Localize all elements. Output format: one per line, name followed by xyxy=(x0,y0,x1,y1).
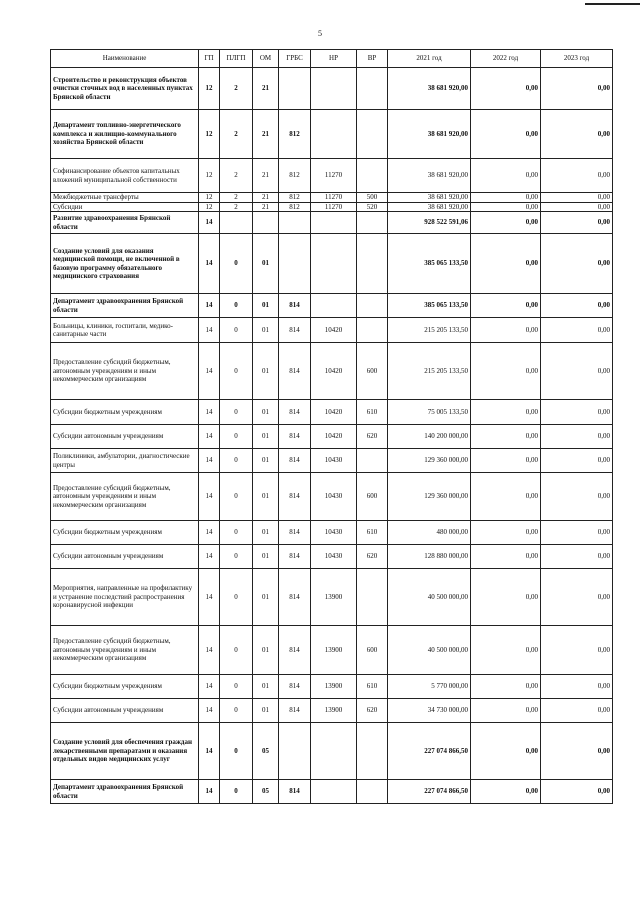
cell-2022: 0,00 xyxy=(471,318,541,343)
table-row xyxy=(51,318,613,343)
header-name: Наименование xyxy=(51,50,199,68)
cell-name: Мероприятия, направленные на профилактику и устранение последствий распространения коронавирусной инфекции xyxy=(51,569,199,626)
cell-gp: 14 xyxy=(199,343,220,400)
cell-2022: 0,00 xyxy=(471,473,541,521)
cell-grbs: 812 xyxy=(279,159,311,193)
cell-gp: 12 xyxy=(199,68,220,110)
cell-gp: 14 xyxy=(199,449,220,473)
cell-gp: 14 xyxy=(199,400,220,425)
cell-om: 01 xyxy=(253,569,279,626)
cell-2022: 0,00 xyxy=(471,545,541,569)
cell-nr: 10430 xyxy=(311,449,357,473)
cell-2021: 40 500 000,00 xyxy=(388,569,471,626)
cell-2021: 38 681 920,00 xyxy=(388,110,471,159)
cell-2021: 385 065 133,50 xyxy=(388,234,471,294)
cell-2023: 0,00 xyxy=(541,68,613,110)
cell-name: Департамент здравоохранения Брянской области xyxy=(51,294,199,318)
cell-2021: 227 074 866,50 xyxy=(388,780,471,804)
cell-plgp: 0 xyxy=(220,400,253,425)
cell-grbs: 814 xyxy=(279,343,311,400)
cell-grbs: 814 xyxy=(279,425,311,449)
cell-nr: 13900 xyxy=(311,569,357,626)
cell-name: Создание условий для обеспечения граждан лекарственными препаратами и оказания отдельных видов медицинских услуг xyxy=(51,723,199,780)
cell-om: 01 xyxy=(253,545,279,569)
cell-om xyxy=(253,212,279,234)
cell-name: Строительство и реконструкция объектов очистки сточных вод в населенных пунктах Брянской области xyxy=(51,68,199,110)
cell-2023: 0,00 xyxy=(541,318,613,343)
cell-plgp: 0 xyxy=(220,521,253,545)
table-row xyxy=(51,699,613,723)
cell-vr: 610 xyxy=(357,675,388,699)
cell-2022: 0,00 xyxy=(471,202,541,212)
cell-name: Больницы, клиники, госпитали, медико-санитарные части xyxy=(51,318,199,343)
cell-name: Субсидии автономным учреждениям xyxy=(51,425,199,449)
cell-nr: 11270 xyxy=(311,159,357,193)
cell-2021: 480 000,00 xyxy=(388,521,471,545)
cell-om: 01 xyxy=(253,425,279,449)
header-plgp: ПЛГП xyxy=(220,50,253,68)
table-row xyxy=(51,110,613,159)
cell-plgp: 2 xyxy=(220,159,253,193)
cell-nr: 10430 xyxy=(311,521,357,545)
cell-2023: 0,00 xyxy=(541,212,613,234)
table-row xyxy=(51,449,613,473)
cell-name: Межбюджетные трансферты xyxy=(51,193,199,203)
cell-vr xyxy=(357,294,388,318)
cell-om: 01 xyxy=(253,675,279,699)
cell-nr: 10420 xyxy=(311,400,357,425)
table-row xyxy=(51,212,613,234)
cell-om: 21 xyxy=(253,159,279,193)
cell-om: 01 xyxy=(253,521,279,545)
table-row xyxy=(51,545,613,569)
header-gp: ГП xyxy=(199,50,220,68)
cell-nr xyxy=(311,234,357,294)
table-row xyxy=(51,569,613,626)
cell-vr: 600 xyxy=(357,343,388,400)
cell-nr: 10420 xyxy=(311,425,357,449)
cell-2023: 0,00 xyxy=(541,202,613,212)
cell-name: Департамент топливно-энергетического комплекса и жилищно-коммунального хозяйства Брянской области xyxy=(51,110,199,159)
cell-2021: 40 500 000,00 xyxy=(388,626,471,675)
cell-plgp: 0 xyxy=(220,425,253,449)
table-row xyxy=(51,294,613,318)
cell-nr: 10430 xyxy=(311,545,357,569)
table-row xyxy=(51,159,613,193)
cell-gp: 12 xyxy=(199,159,220,193)
cell-nr xyxy=(311,110,357,159)
cell-2022: 0,00 xyxy=(471,675,541,699)
cell-2021: 38 681 920,00 xyxy=(388,193,471,203)
cell-2022: 0,00 xyxy=(471,626,541,675)
cell-gp: 12 xyxy=(199,193,220,203)
cell-plgp: 2 xyxy=(220,202,253,212)
cell-grbs xyxy=(279,723,311,780)
cell-grbs xyxy=(279,68,311,110)
cell-2021: 38 681 920,00 xyxy=(388,68,471,110)
page-number: 5 xyxy=(318,29,322,38)
cell-gp: 14 xyxy=(199,675,220,699)
cell-2021: 227 074 866,50 xyxy=(388,723,471,780)
cell-2022: 0,00 xyxy=(471,699,541,723)
cell-name: Субсидии бюджетным учреждениям xyxy=(51,675,199,699)
cell-2021: 385 065 133,50 xyxy=(388,294,471,318)
cell-grbs: 814 xyxy=(279,318,311,343)
cell-vr xyxy=(357,569,388,626)
cell-gp: 14 xyxy=(199,234,220,294)
cell-vr xyxy=(357,723,388,780)
cell-plgp: 0 xyxy=(220,294,253,318)
cell-gp: 14 xyxy=(199,212,220,234)
cell-om: 01 xyxy=(253,473,279,521)
cell-gp: 14 xyxy=(199,569,220,626)
cell-grbs: 814 xyxy=(279,699,311,723)
cell-2022: 0,00 xyxy=(471,234,541,294)
table-row xyxy=(51,400,613,425)
cell-2021: 215 205 133,50 xyxy=(388,318,471,343)
cell-vr xyxy=(357,68,388,110)
cell-gp: 14 xyxy=(199,723,220,780)
header-nr: НР xyxy=(311,50,357,68)
cell-grbs: 814 xyxy=(279,449,311,473)
cell-2022: 0,00 xyxy=(471,343,541,400)
cell-om: 01 xyxy=(253,343,279,400)
cell-name: Субсидии автономным учреждениям xyxy=(51,545,199,569)
cell-plgp xyxy=(220,212,253,234)
cell-name: Субсидии бюджетным учреждениям xyxy=(51,400,199,425)
cell-nr: 13900 xyxy=(311,626,357,675)
cell-2022: 0,00 xyxy=(471,294,541,318)
cell-2023: 0,00 xyxy=(541,473,613,521)
cell-nr xyxy=(311,68,357,110)
cell-grbs xyxy=(279,234,311,294)
cell-vr: 610 xyxy=(357,521,388,545)
cell-2022: 0,00 xyxy=(471,449,541,473)
cell-om: 05 xyxy=(253,780,279,804)
cell-nr: 10420 xyxy=(311,318,357,343)
cell-grbs: 814 xyxy=(279,521,311,545)
cell-2022: 0,00 xyxy=(471,569,541,626)
cell-gp: 14 xyxy=(199,521,220,545)
cell-2022: 0,00 xyxy=(471,780,541,804)
cell-2022: 0,00 xyxy=(471,723,541,780)
cell-vr xyxy=(357,212,388,234)
cell-vr xyxy=(357,449,388,473)
cell-2021: 38 681 920,00 xyxy=(388,159,471,193)
cell-om: 01 xyxy=(253,400,279,425)
header-2021: 2021 год xyxy=(388,50,471,68)
table-row xyxy=(51,202,613,212)
cell-grbs: 812 xyxy=(279,202,311,212)
cell-nr xyxy=(311,212,357,234)
cell-2023: 0,00 xyxy=(541,234,613,294)
cell-vr xyxy=(357,159,388,193)
cell-grbs: 814 xyxy=(279,294,311,318)
cell-vr: 520 xyxy=(357,202,388,212)
cell-nr: 10430 xyxy=(311,473,357,521)
cell-gp: 14 xyxy=(199,294,220,318)
cell-grbs: 814 xyxy=(279,675,311,699)
cell-name: Софинансирование объектов капитальных вложений муниципальной собственности xyxy=(51,159,199,193)
cell-grbs: 812 xyxy=(279,193,311,203)
cell-2023: 0,00 xyxy=(541,545,613,569)
cell-2023: 0,00 xyxy=(541,675,613,699)
cell-plgp: 0 xyxy=(220,545,253,569)
cell-vr: 620 xyxy=(357,699,388,723)
cell-plgp: 0 xyxy=(220,449,253,473)
table-row xyxy=(51,675,613,699)
cell-vr: 600 xyxy=(357,473,388,521)
cell-vr xyxy=(357,110,388,159)
cell-2023: 0,00 xyxy=(541,569,613,626)
table-row xyxy=(51,521,613,545)
cell-om: 01 xyxy=(253,294,279,318)
cell-vr xyxy=(357,318,388,343)
cell-grbs: 814 xyxy=(279,473,311,521)
cell-2021: 128 880 000,00 xyxy=(388,545,471,569)
cell-name: Субсидии xyxy=(51,202,199,212)
cell-vr xyxy=(357,234,388,294)
cell-2022: 0,00 xyxy=(471,159,541,193)
cell-2022: 0,00 xyxy=(471,400,541,425)
cell-om: 21 xyxy=(253,68,279,110)
cell-2023: 0,00 xyxy=(541,521,613,545)
cell-om: 01 xyxy=(253,626,279,675)
cell-name: Развитие здравоохранения Брянской области xyxy=(51,212,199,234)
cell-plgp: 2 xyxy=(220,68,253,110)
table-row xyxy=(51,193,613,203)
cell-2021: 140 200 000,00 xyxy=(388,425,471,449)
cell-name: Предоставление субсидий бюджетным, автономным учреждениям и иным некоммерческим организациям xyxy=(51,473,199,521)
table-body xyxy=(51,68,613,804)
cell-grbs: 814 xyxy=(279,569,311,626)
cell-2022: 0,00 xyxy=(471,521,541,545)
table-row xyxy=(51,626,613,675)
cell-plgp: 0 xyxy=(220,343,253,400)
cell-2023: 0,00 xyxy=(541,343,613,400)
header-om: ОМ xyxy=(253,50,279,68)
cell-2023: 0,00 xyxy=(541,159,613,193)
cell-plgp: 0 xyxy=(220,318,253,343)
cell-gp: 14 xyxy=(199,626,220,675)
cell-2022: 0,00 xyxy=(471,193,541,203)
cell-om: 01 xyxy=(253,449,279,473)
cell-2021: 928 522 591,06 xyxy=(388,212,471,234)
cell-nr xyxy=(311,294,357,318)
cell-plgp: 0 xyxy=(220,675,253,699)
cell-gp: 12 xyxy=(199,202,220,212)
table-header-row xyxy=(51,50,613,68)
header-grbs: ГРБС xyxy=(279,50,311,68)
cell-nr xyxy=(311,780,357,804)
cell-gp: 14 xyxy=(199,545,220,569)
cell-gp: 14 xyxy=(199,318,220,343)
table-row xyxy=(51,234,613,294)
budget-table xyxy=(50,49,613,804)
cell-name: Предоставление субсидий бюджетным, автономным учреждениям и иным некоммерческим организациям xyxy=(51,626,199,675)
cell-2022: 0,00 xyxy=(471,110,541,159)
cell-plgp: 0 xyxy=(220,626,253,675)
cell-gp: 12 xyxy=(199,110,220,159)
cell-plgp: 0 xyxy=(220,723,253,780)
cell-vr: 500 xyxy=(357,193,388,203)
cell-name: Создание условий для оказания медицинской помощи, не включенной в базовую программу обязательного медицинского страхования xyxy=(51,234,199,294)
cell-2021: 129 360 000,00 xyxy=(388,449,471,473)
cell-2021: 34 730 000,00 xyxy=(388,699,471,723)
header-vr: ВР xyxy=(357,50,388,68)
cell-gp: 14 xyxy=(199,473,220,521)
table-row xyxy=(51,425,613,449)
cell-2021: 215 205 133,50 xyxy=(388,343,471,400)
header-2022: 2022 год xyxy=(471,50,541,68)
cell-nr: 13900 xyxy=(311,699,357,723)
cell-nr: 13900 xyxy=(311,675,357,699)
cell-2023: 0,00 xyxy=(541,449,613,473)
cell-2023: 0,00 xyxy=(541,110,613,159)
cell-name: Субсидии автономным учреждениям xyxy=(51,699,199,723)
cell-nr xyxy=(311,723,357,780)
cell-2023: 0,00 xyxy=(541,780,613,804)
cell-2022: 0,00 xyxy=(471,212,541,234)
cell-plgp: 0 xyxy=(220,234,253,294)
cell-gp: 14 xyxy=(199,699,220,723)
cell-vr xyxy=(357,780,388,804)
cell-om: 05 xyxy=(253,723,279,780)
cell-2021: 5 770 000,00 xyxy=(388,675,471,699)
cell-om: 01 xyxy=(253,318,279,343)
table-row xyxy=(51,473,613,521)
cell-plgp: 0 xyxy=(220,473,253,521)
scan-corner-mark xyxy=(585,3,640,5)
cell-om: 21 xyxy=(253,110,279,159)
cell-vr: 600 xyxy=(357,626,388,675)
cell-2023: 0,00 xyxy=(541,400,613,425)
table-row xyxy=(51,68,613,110)
cell-2021: 129 360 000,00 xyxy=(388,473,471,521)
cell-2023: 0,00 xyxy=(541,425,613,449)
header-2023: 2023 год xyxy=(541,50,613,68)
cell-nr: 11270 xyxy=(311,193,357,203)
cell-vr: 620 xyxy=(357,425,388,449)
cell-2023: 0,00 xyxy=(541,294,613,318)
cell-om: 21 xyxy=(253,202,279,212)
table-row xyxy=(51,343,613,400)
cell-gp: 14 xyxy=(199,425,220,449)
cell-nr: 10420 xyxy=(311,343,357,400)
cell-name: Департамент здравоохранения Брянской области xyxy=(51,780,199,804)
cell-2021: 75 005 133,50 xyxy=(388,400,471,425)
cell-grbs xyxy=(279,212,311,234)
cell-plgp: 0 xyxy=(220,699,253,723)
cell-name: Поликлиники, амбулатории, диагностические центры xyxy=(51,449,199,473)
cell-grbs: 814 xyxy=(279,400,311,425)
cell-2023: 0,00 xyxy=(541,699,613,723)
cell-vr: 610 xyxy=(357,400,388,425)
cell-2022: 0,00 xyxy=(471,425,541,449)
table-row xyxy=(51,780,613,804)
cell-plgp: 2 xyxy=(220,110,253,159)
cell-name: Субсидии бюджетным учреждениям xyxy=(51,521,199,545)
cell-plgp: 2 xyxy=(220,193,253,203)
cell-plgp: 0 xyxy=(220,569,253,626)
cell-grbs: 814 xyxy=(279,780,311,804)
table-row xyxy=(51,723,613,780)
cell-grbs: 814 xyxy=(279,545,311,569)
cell-grbs: 812 xyxy=(279,110,311,159)
cell-nr: 11270 xyxy=(311,202,357,212)
cell-2022: 0,00 xyxy=(471,68,541,110)
cell-plgp: 0 xyxy=(220,780,253,804)
cell-2023: 0,00 xyxy=(541,626,613,675)
cell-om: 21 xyxy=(253,193,279,203)
cell-gp: 14 xyxy=(199,780,220,804)
cell-2023: 0,00 xyxy=(541,723,613,780)
cell-om: 01 xyxy=(253,699,279,723)
cell-vr: 620 xyxy=(357,545,388,569)
cell-2021: 38 681 920,00 xyxy=(388,202,471,212)
cell-2023: 0,00 xyxy=(541,193,613,203)
cell-om: 01 xyxy=(253,234,279,294)
cell-grbs: 814 xyxy=(279,626,311,675)
cell-name: Предоставление субсидий бюджетным, автономным учреждениям и иным некоммерческим организациям xyxy=(51,343,199,400)
